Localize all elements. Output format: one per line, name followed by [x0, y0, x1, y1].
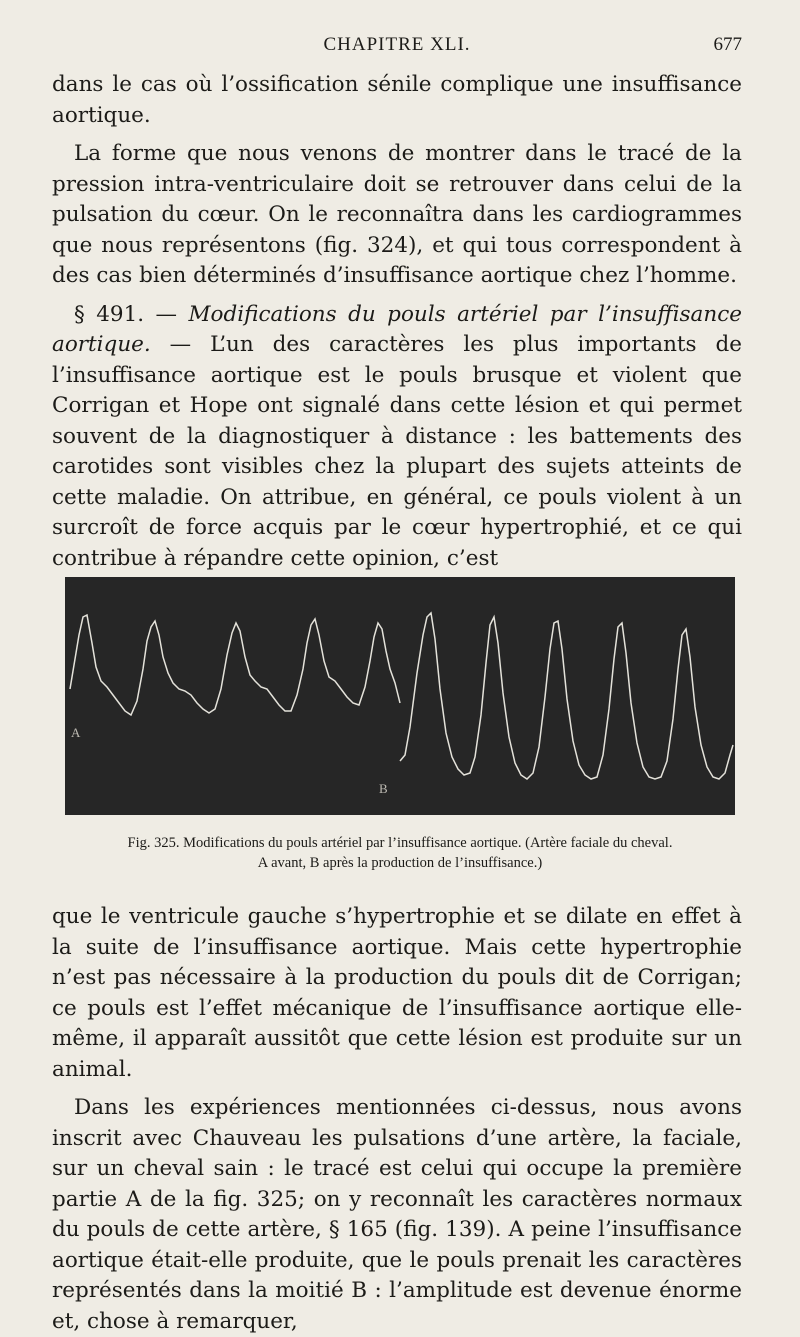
paragraph: que le ventricule gauche s’hypertrophie et se dilate en effet à la suite de l’insuffisance aortique. Mais cette hypertrophie n’est pas nécessaire à la production du pouls dit de Corrigan; ce pouls est l’effet mécanique de l’insuffisance aortique elle-même, il apparaît aussitôt que cette lésion est produite sur un animal.	[52, 904, 742, 1082]
body-text-top	[52, 70, 742, 574]
page-number: 677	[713, 34, 742, 55]
paragraph: Dans les expériences mentionnées ci-dessus, nous avons inscrit avec Chauveau les pulsations d’une artère, la faciale, sur un cheval sain : le tracé est celui qui occupe la première partie A de la fig. 325; on y reconnaît les caractères normaux du pouls de cette artère, § 165 (fig. 139). A peine l’insuffisance aortique était-elle produite, que le pouls prenait les caractères représentés dans la moitié B : l’amplitude est devenue énorme et, chose à remarquer,	[52, 1095, 742, 1334]
caption-line: A avant, B après la production de l’insuffisance.)	[257, 855, 543, 871]
trace-label-b: B	[379, 781, 388, 796]
trace-label-a: A	[71, 725, 81, 740]
section-number: § 491. —	[74, 301, 178, 327]
paragraph: La forme que nous venons de montrer dans le tracé de la pression intra-ventriculaire doit se retrouver dans celui de la pulsation du cœur. On le reconnaîtra dans les cardiogrammes que nous représentons (fig. 324), et qui tous correspondent à des cas bien déterminés d’insuffisance aortique chez l’homme.	[52, 141, 742, 288]
trace-b	[400, 613, 733, 779]
section-paragraph	[52, 300, 742, 575]
caption-line: Fig. 325. Modifications du pouls artériel par l’insuffisance aortique. (Artère faciale du cheval.	[127, 835, 673, 851]
running-header	[52, 34, 742, 64]
pulse-tracing-figure	[65, 577, 735, 815]
chapter-title: CHAPITRE XLI.	[323, 34, 471, 55]
section-text: — L’un des caractères les plus importants de l’insuffisance aortique est le pouls brusque et violent que Corrigan et Hope ont signalé dans cette lésion et qui permet souvent de la diagnostiquer à distance : les battements des carotides sont visibles chez la plupart des sujets atteints de cette maladie. On attribue, en général, ce pouls violent à un surcroît de force acquis par le cœur hypertrophié, et ce qui contribue à répandre cette opinion, c’est	[52, 332, 742, 571]
figure-caption	[60, 833, 740, 873]
body-text-bottom	[52, 902, 742, 1337]
paragraph: dans le cas où l’ossification sénile complique une insuffisance aortique.	[52, 72, 742, 128]
trace-a	[70, 615, 400, 715]
pulse-tracing-svg	[65, 577, 735, 815]
section-title: Modifications du pouls artériel par l’insuffisance aortique.	[52, 301, 742, 357]
